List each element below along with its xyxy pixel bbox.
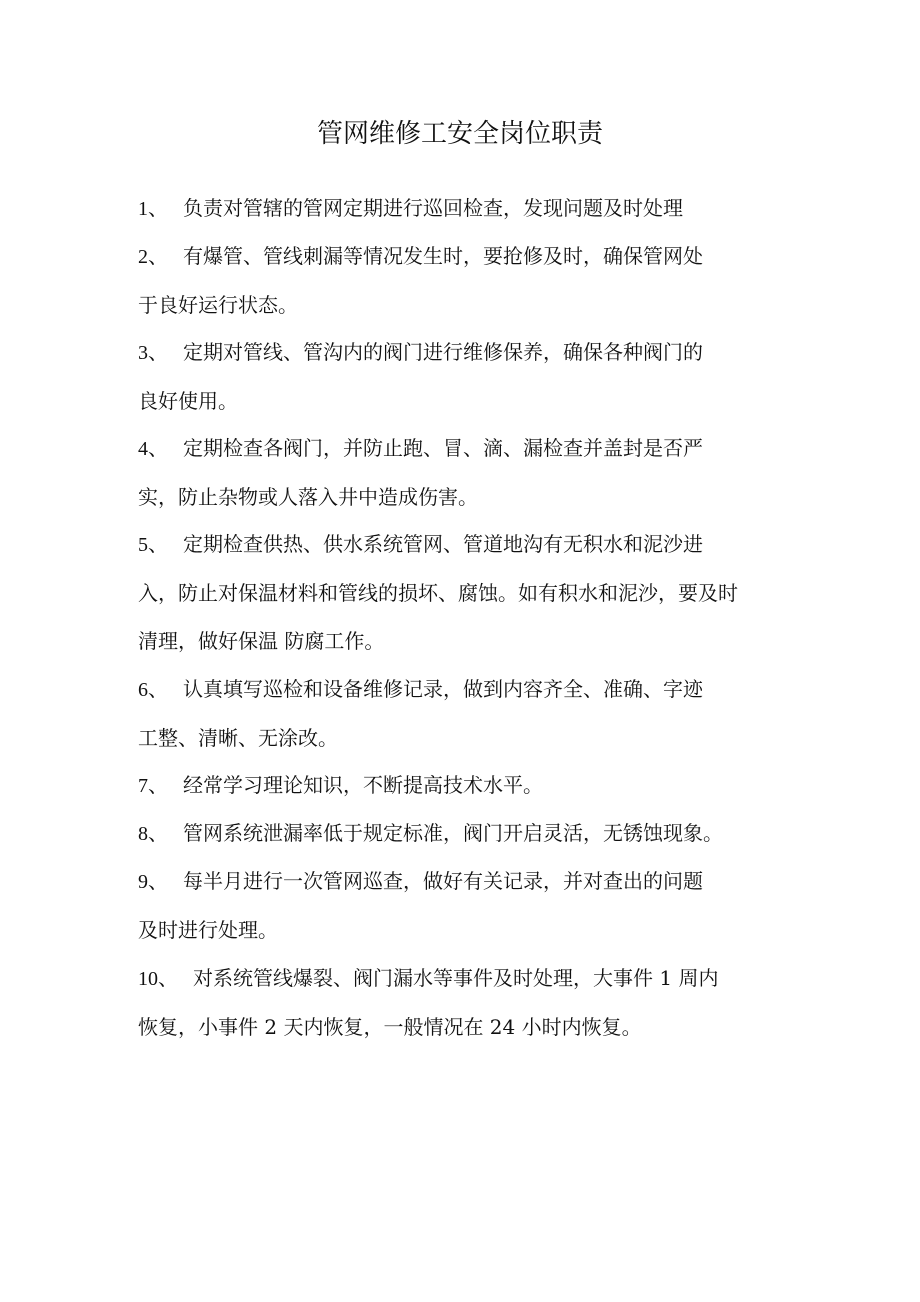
- item-line: [138, 184, 798, 233]
- list-item: [138, 761, 798, 810]
- list-item: [138, 232, 798, 329]
- item-text: 定期检查供热、供水系统管网、管道地沟有无积水和泥沙进: [183, 532, 703, 556]
- item-text: 对系统管线爆裂、阀门漏水等事件及时处理，大事件 1 周内: [193, 966, 719, 990]
- item-line: [138, 809, 798, 858]
- item-text: 经常学习理论知识，不断提高技术水平。: [183, 773, 543, 797]
- item-number: 3、: [138, 342, 168, 364]
- list-item: [138, 520, 798, 665]
- list-item: [138, 184, 798, 233]
- item-text-continued: 恢复，小事件 2 天内恢复，一般情况在 24 小时内恢复。: [138, 1015, 642, 1039]
- item-text-continued: 清理，做好保温 防腐工作。: [138, 629, 385, 653]
- item-text: 每半月进行一次管网巡查，做好有关记录，并对查出的问题: [183, 869, 703, 893]
- item-text: 有爆管、管线刺漏等情况发生时，要抢修及时，确保管网处: [183, 244, 703, 268]
- list-item: [138, 328, 798, 425]
- document-title: 管网维修工安全岗位职责: [316, 119, 603, 149]
- item-text-continued: 于良好运行状态。: [138, 293, 298, 317]
- item-line: [138, 954, 798, 1003]
- list-item: [138, 857, 798, 954]
- item-number: 7、: [138, 775, 168, 797]
- item-line: [138, 857, 798, 906]
- item-number: 5、: [138, 534, 168, 556]
- item-number: 6、: [138, 679, 168, 701]
- item-text: 管网系统泄漏率低于规定标准，阀门开启灵活，无锈蚀现象。: [183, 821, 723, 845]
- list-item: [138, 665, 798, 762]
- item-line: [138, 520, 798, 569]
- list-item: [138, 424, 798, 521]
- item-number: 4、: [138, 438, 168, 460]
- list-item: [138, 954, 798, 1051]
- item-text-continued: 入，防止对保温材料和管线的损坏、腐蚀。如有积水和泥沙，要及时: [138, 581, 738, 605]
- item-text: 定期检查各阀门，并防止跑、冒、滴、漏检查并盖封是否严: [183, 436, 703, 460]
- item-text-continued: 及时进行处理。: [138, 918, 278, 942]
- item-number: 10、: [138, 968, 178, 990]
- item-text: 认真填写巡检和设备维修记录，做到内容齐全、准确、字迹: [183, 677, 703, 701]
- item-line: [138, 328, 798, 377]
- item-number: 2、: [138, 246, 168, 268]
- item-number: 9、: [138, 871, 168, 893]
- item-text-continued: 工整、清晰、无涂改。: [138, 726, 338, 750]
- item-text: 定期对管线、管沟内的阀门进行维修保养，确保各种阀门的: [183, 340, 703, 364]
- item-number: 8、: [138, 823, 168, 845]
- item-line: [138, 424, 798, 473]
- list-item: [138, 809, 798, 858]
- item-line: [138, 665, 798, 714]
- item-line: [138, 232, 798, 281]
- item-text: 负责对管辖的管网定期进行巡回检查，发现问题及时处理: [183, 196, 683, 220]
- item-number: 1、: [138, 198, 168, 220]
- item-text-continued: 良好使用。: [138, 389, 238, 413]
- item-line: [138, 761, 798, 810]
- item-text-continued: 实，防止杂物或人落入井中造成伤害。: [138, 485, 478, 509]
